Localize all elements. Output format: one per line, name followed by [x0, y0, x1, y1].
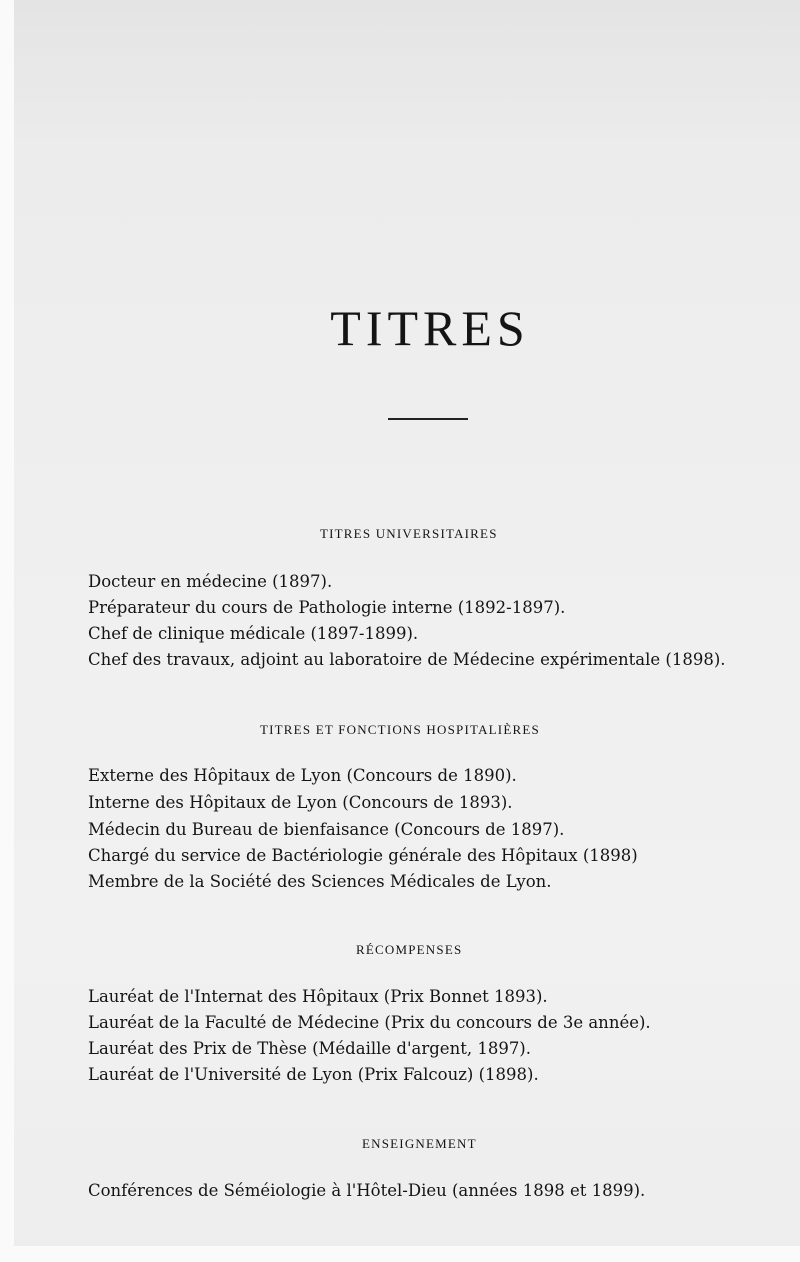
list-item: Médecin du Bureau de bienfaisance (Concours de 1897).: [88, 820, 565, 839]
list-item: Lauréat de l'Université de Lyon (Prix Falcouz) (1898).: [88, 1065, 539, 1084]
list-item: Lauréat des Prix de Thèse (Médaille d'argent, 1897).: [88, 1039, 531, 1058]
list-item: Chef de clinique médicale (1897-1899).: [88, 624, 419, 643]
page-margin-bottom: [0, 1246, 800, 1262]
section-heading-titres-fonctions-hospitalieres: TITRES ET FONCTIONS HOSPITALIÈRES: [260, 722, 540, 737]
page-margin-left: [0, 0, 14, 1262]
list-item: Chargé du service de Bactériologie générale des Hôpitaux (1898): [88, 846, 638, 865]
list-item: Membre de la Société des Sciences Médicales de Lyon.: [88, 872, 552, 891]
list-item: Externe des Hôpitaux de Lyon (Concours de 1890).: [88, 766, 517, 785]
list-item: Lauréat de la Faculté de Médecine (Prix du concours de 3e année).: [88, 1013, 651, 1032]
list-item: Préparateur du cours de Pathologie interne (1892-1897).: [88, 598, 566, 617]
page-title: TITRES: [330, 300, 530, 356]
list-item: Lauréat de l'Internat des Hôpitaux (Prix Bonnet 1893).: [88, 987, 548, 1006]
section-heading-titres-universitaires: TITRES UNIVERSITAIRES: [320, 526, 498, 541]
title-rule: [388, 418, 468, 420]
list-item: Interne des Hôpitaux de Lyon (Concours de 1893).: [88, 793, 513, 812]
list-item: Conférences de Séméiologie à l'Hôtel-Dieu (années 1898 et 1899).: [88, 1181, 646, 1200]
list-item: Docteur en médecine (1897).: [88, 572, 333, 591]
section-heading-enseignement: ENSEIGNEMENT: [362, 1136, 477, 1151]
section-heading-recompenses: RÉCOMPENSES: [356, 942, 463, 957]
list-item: Chef des travaux, adjoint au laboratoire de Médecine expérimentale (1898).: [88, 650, 726, 669]
